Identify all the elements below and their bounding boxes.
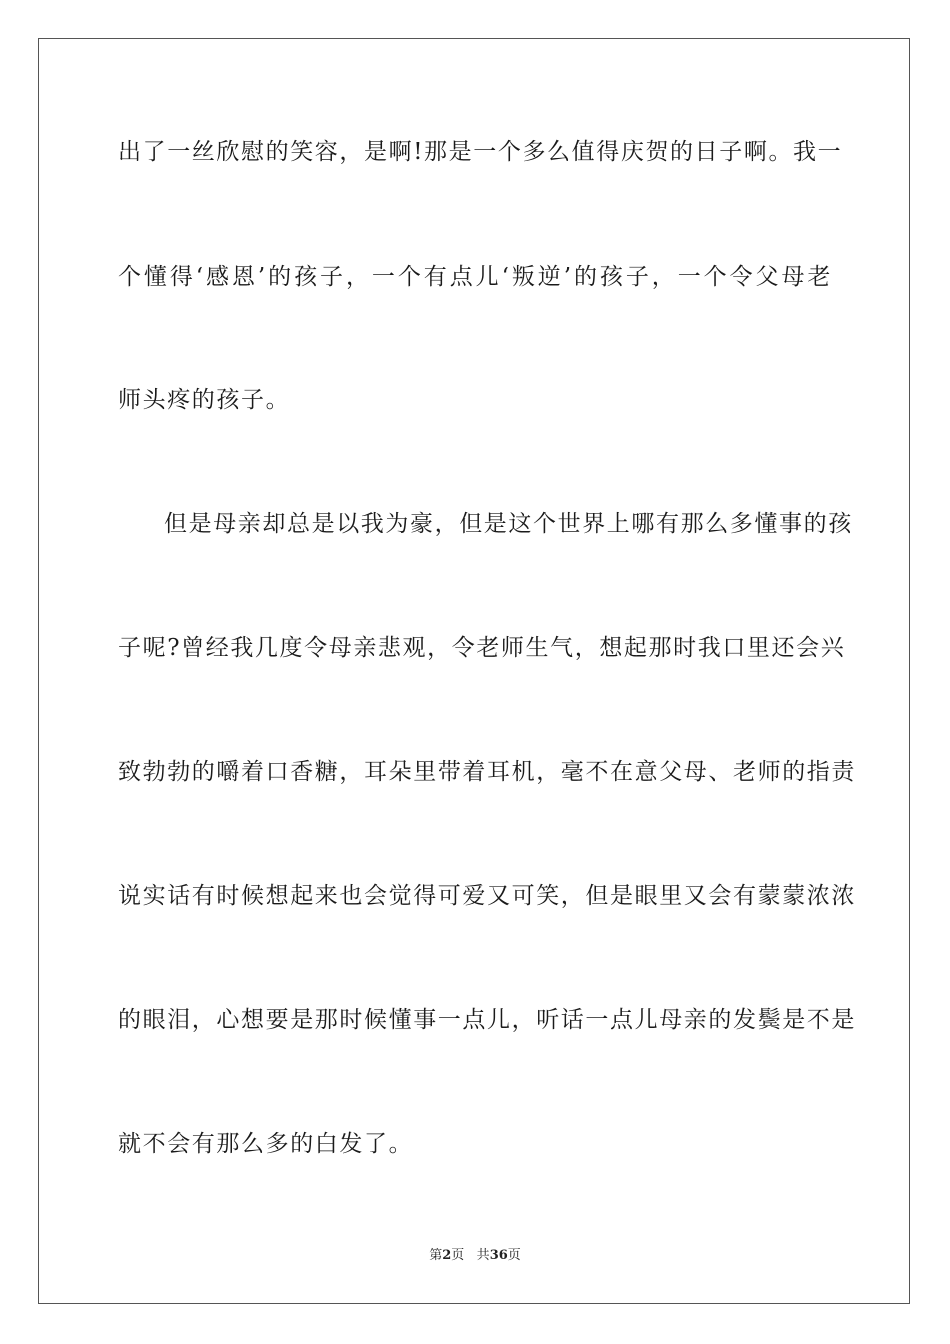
footer-page-unit: 页 bbox=[451, 1248, 465, 1263]
text-line: 个懂得‘感恩’的孩子，一个有点儿‘叛逆’的孩子，一个令父母老 bbox=[118, 264, 832, 290]
footer-prefix: 第 bbox=[429, 1248, 443, 1263]
page-footer bbox=[0, 1247, 950, 1265]
page-border bbox=[38, 38, 910, 1304]
text-line: 致勃勃的嚼着口香糖，耳朵里带着耳机，毫不在意父母、老师的指责 bbox=[118, 759, 856, 785]
paragraph-start-line: 但是母亲却总是以我为豪，但是这个世界上哪有那么多懂事的孩 bbox=[164, 511, 853, 537]
text-line: 说实话有时候想起来也会觉得可爱又可笑，但是眼里又会有蒙蒙浓浓 bbox=[118, 883, 856, 909]
text-line: 的眼泪，心想要是那时候懂事一点儿，听话一点儿母亲的发鬓是不是 bbox=[118, 1007, 856, 1033]
text-line: 子呢?曾经我几度令母亲悲观，令老师生气，想起那时我口里还会兴 bbox=[118, 635, 846, 661]
text-line: 出了一丝欣慰的笑容，是啊!那是一个多么值得庆贺的日子啊。我一 bbox=[118, 139, 843, 165]
total-page-count: 36 bbox=[489, 1248, 508, 1263]
current-page-number: 2 bbox=[442, 1248, 452, 1263]
footer-total-unit: 页 bbox=[507, 1248, 521, 1263]
footer-total-prefix: 共 bbox=[476, 1248, 490, 1263]
text-line: 就不会有那么多的白发了。 bbox=[118, 1131, 414, 1157]
text-line: 师头疼的孩子。 bbox=[118, 387, 291, 413]
